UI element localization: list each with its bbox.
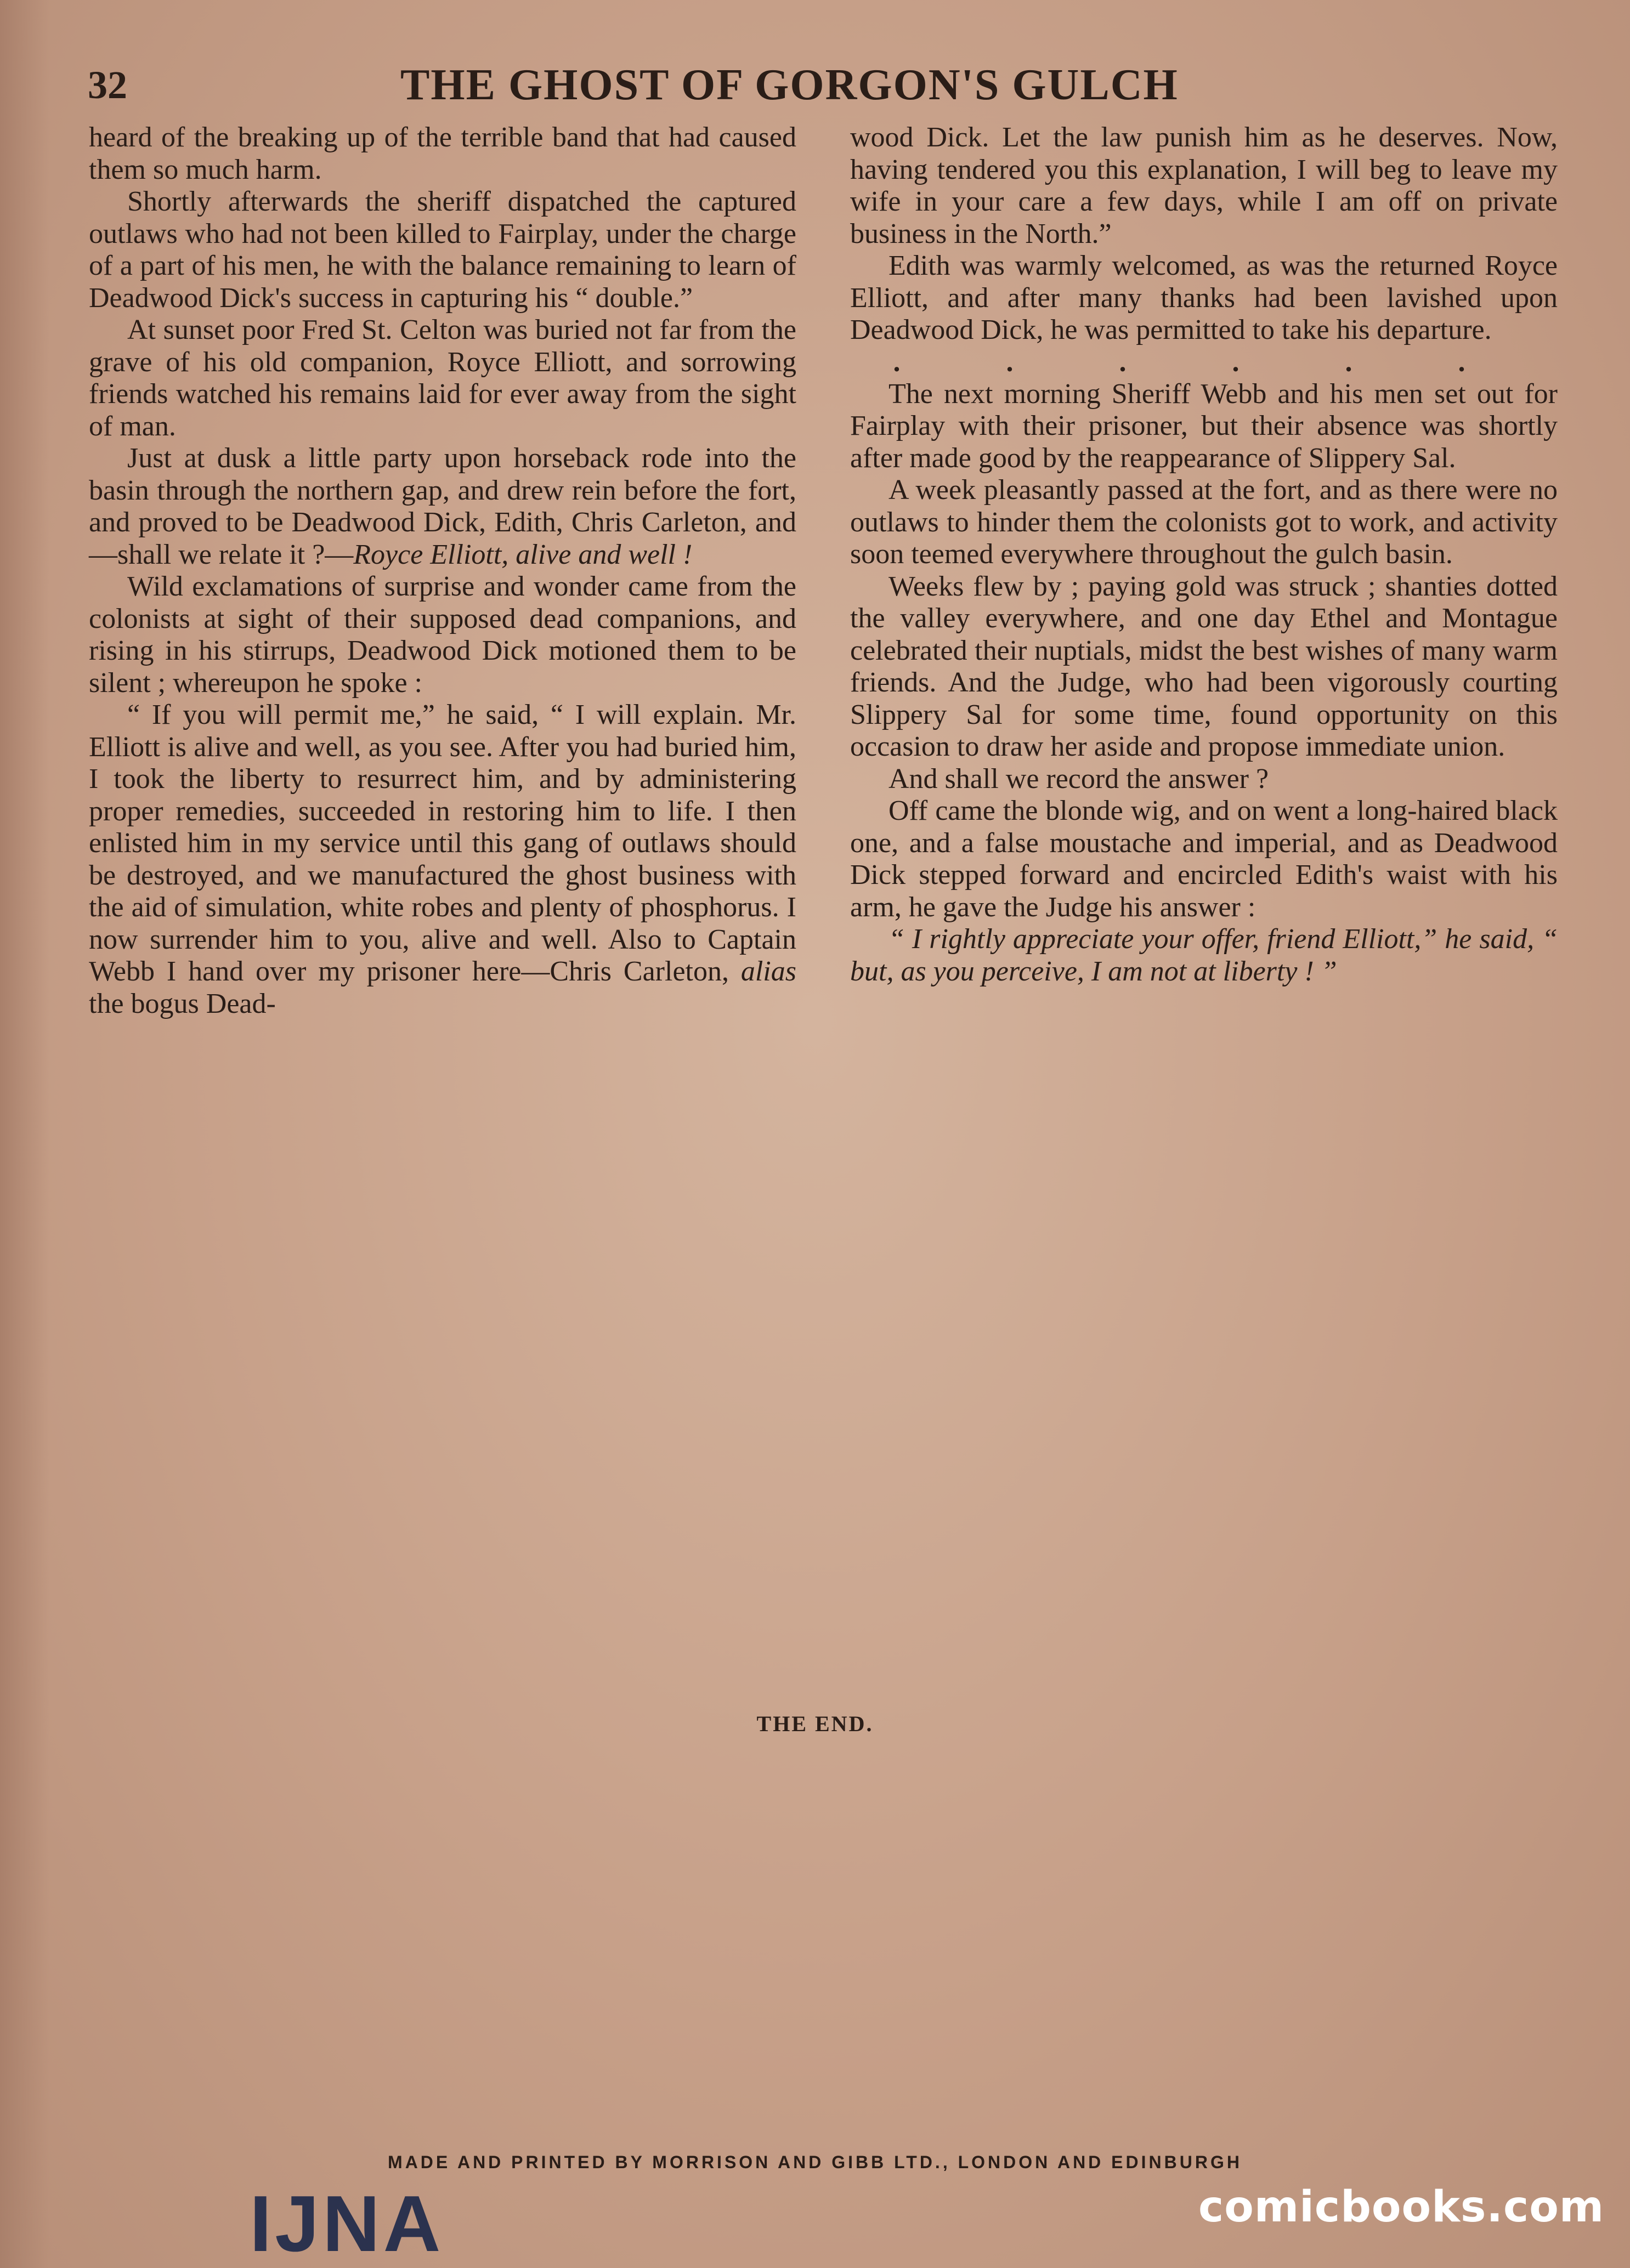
- paragraph: Edith was warmly welcomed, as was the returned Royce Elliott, and after many thanks had been lavished upon Deadwood Dick, he was permitted to take his departure.: [850, 250, 1558, 345]
- paragraph: wood Dick. Let the law punish him as he deserves. Now, having tendered you this explanation, I will beg to leave my wife in your care a few days, while I am off on private business in the North.”: [850, 122, 1558, 250]
- paragraph: Wild exclamations of surprise and wonder came from the colonists at sight of their supposed dead companions, and rising in his stirrups, Deadwood Dick motioned them to be silent ; whereupon he spoke :: [89, 571, 796, 699]
- right-column: [850, 122, 1558, 988]
- page-gutter-shadow: [0, 0, 49, 2268]
- paragraph: [89, 443, 796, 571]
- the-end-label: THE END.: [756, 1711, 874, 1736]
- paragraph: Shortly afterwards the sheriff dispatched the captured outlaws who had not been killed to Fairplay, under the charge of a part of his men, he with the balance remaining to learn of Deadwood Dick's success in capturing his “ double.”: [89, 186, 796, 314]
- page-number: 32: [88, 63, 127, 107]
- italic-reveal: Royce Elliott, alive and well !: [353, 538, 693, 570]
- paragraph: A week pleasantly passed at the fort, and as there were no outlaws to hinder them the colonists got to work, and activity soon teemed everywhere throughout the gulch basin.: [850, 474, 1558, 570]
- paragraph: And shall we record the answer ?: [888, 763, 1269, 795]
- paragraph: Off came the blonde wig, and on went a long-haired black one, and a false moustache and imperial, and as Deadwood Dick stepped forward and encircled Edith's waist with his arm, he gave the Judge his answer :: [850, 795, 1558, 923]
- library-stamp: IJNA: [250, 2179, 444, 2268]
- italic-alias: alias: [740, 956, 796, 987]
- paragraph-text: Just at dusk a little party upon horseback rode into the basin through the northern gap, and drew rein before the fort, and proved to be Deadwood Dick, Edith, Chris Carleton, and—shall we relate it ?—: [89, 443, 796, 570]
- printer-imprint: MADE AND PRINTED BY MORRISON AND GIBB LTD., LONDON AND EDINBURGH: [388, 2152, 1242, 2172]
- site-watermark: comicbooks.com: [1198, 2182, 1605, 2232]
- page-header: [88, 55, 1558, 115]
- paragraph: Weeks flew by ; paying gold was struck ; shanties dotted the valley everywhere, and one day Ethel and Montague celebrated their nuptials, midst the best wishes of many warm friends. And the Judge, who had been vigorously courting Slippery Sal for some time, found opportunity on this occasion to draw her aside and propose immediate union.: [850, 570, 1558, 762]
- section-break-dots: . . . . . .: [893, 346, 1515, 378]
- paragraph: The next morning Sheriff Webb and his men set out for Fairplay with their prisoner, but their absence was shortly after made good by the reappearance of Slippery Sal.: [850, 378, 1558, 474]
- paragraph: At sunset poor Fred St. Celton was buried not far from the grave of his old companion, Royce Elliott, and sorrowing friends watched his remains laid for ever away from the sight of man.: [89, 314, 796, 442]
- running-title: THE GHOST OF GORGON'S GULCH: [400, 61, 1179, 109]
- paragraph-text: “ If you will permit me,” he said, “ I will explain. Mr. Elliott is alive and well, as you see. After you had buried him, I took the liberty to resurrect him, and by administering proper remedies, succeeded in restoring him to life. I then enlisted him in my service until this gang of outlaws should be destroyed, and we manufactured the ghost business with the aid of simulation, white robes and plenty of phosphorus. I now surrender him to you, alive and well. Also to Captain Webb I hand over my prisoner here—Chris Carleton,: [89, 699, 796, 987]
- paragraph-tail: the bogus Dead-: [89, 988, 276, 1019]
- paragraph: heard of the breaking up of the terrible band that had caused them so much harm.: [89, 122, 796, 185]
- paragraph: [89, 699, 796, 1020]
- closing-quote: “ I rightly appreciate your offer, friend Elliott,” he said, “ but, as you perceive, I am not at liberty ! ”: [850, 923, 1558, 987]
- left-column: [89, 122, 796, 1020]
